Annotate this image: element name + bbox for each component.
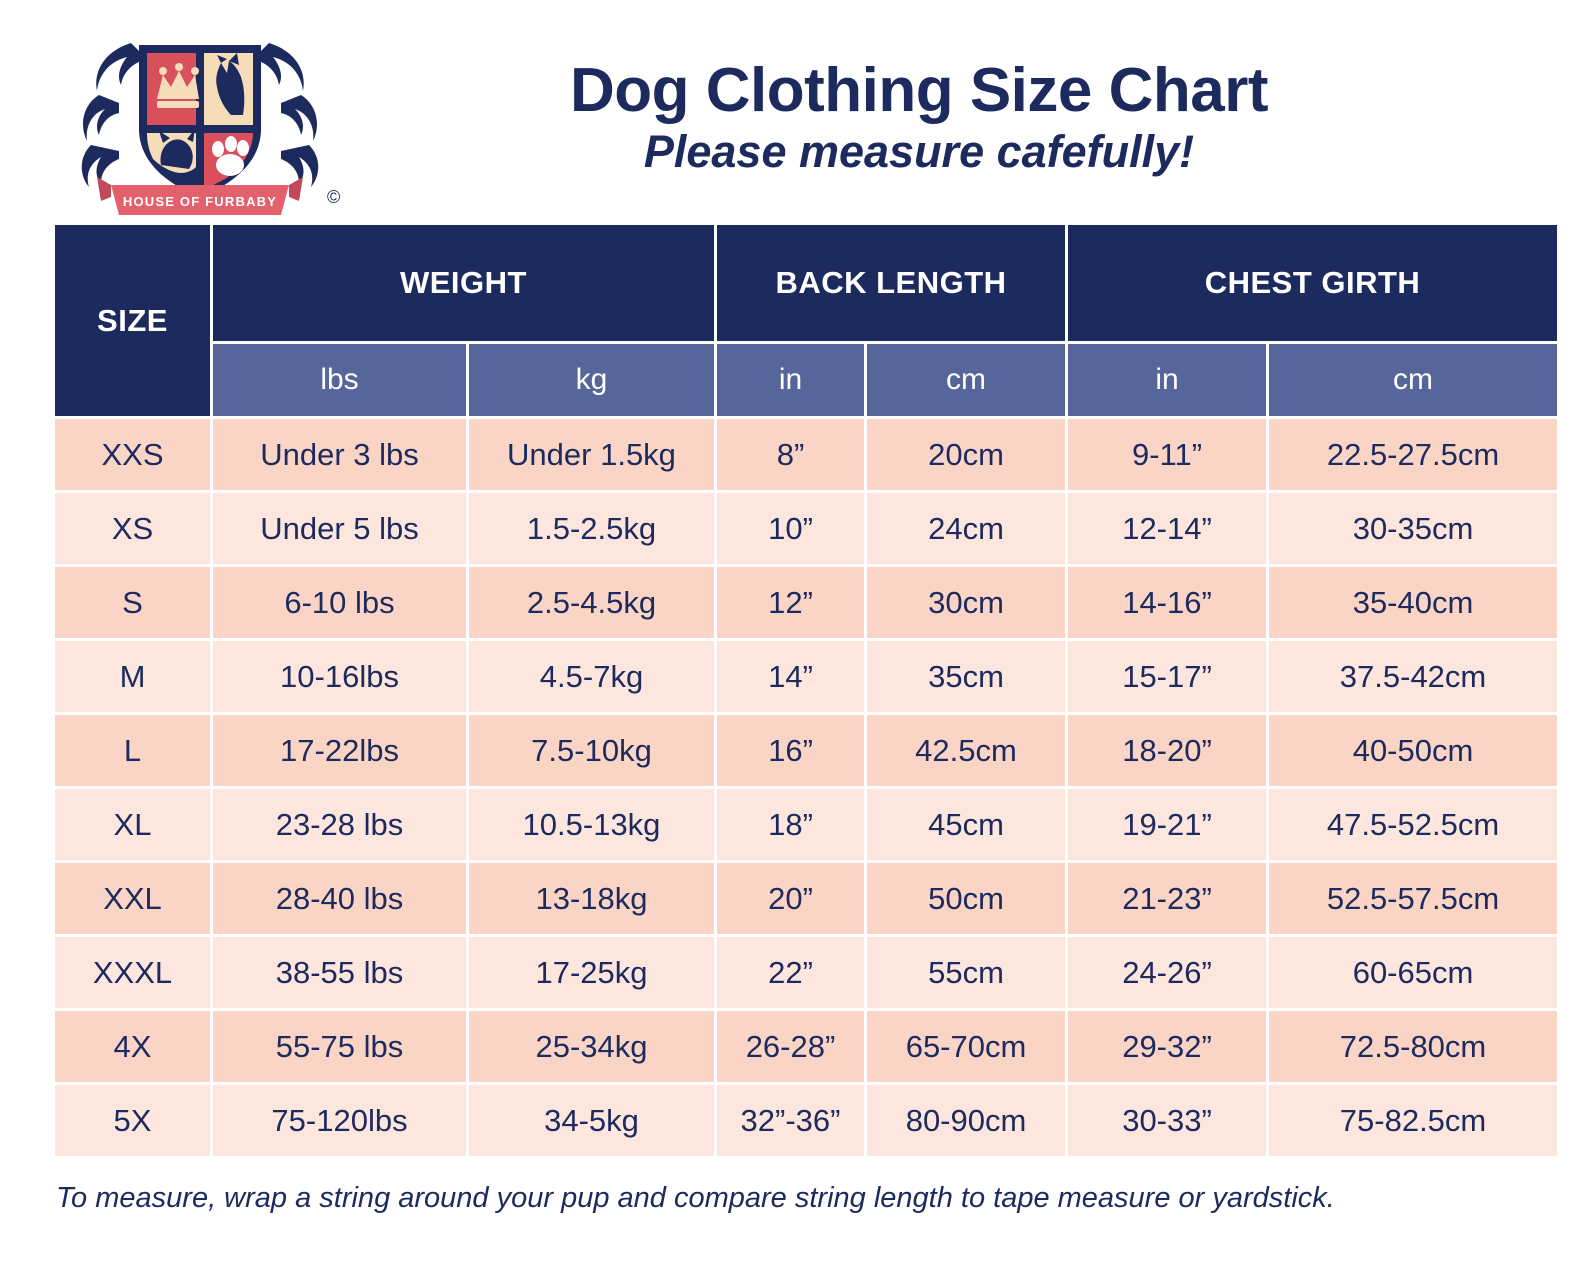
header-size: SIZE: [55, 225, 210, 416]
cell-chest-in: 14-16”: [1068, 567, 1266, 638]
cell-chest-in: 21-23”: [1068, 863, 1266, 934]
page-title: Dog Clothing Size Chart: [569, 55, 1269, 125]
header-chest-girth: CHEST GIRTH: [1068, 225, 1557, 341]
cell-weight-kg: 7.5-10kg: [469, 715, 714, 786]
cell-back-cm: 55cm: [867, 937, 1065, 1008]
table-row: [55, 419, 1557, 490]
header-weight-lbs: lbs: [213, 344, 466, 416]
cell-weight-lbs: Under 3 lbs: [213, 419, 466, 490]
header-back-length: BACK LENGTH: [717, 225, 1065, 341]
cell-size: XS: [55, 493, 210, 564]
cell-back-cm: 50cm: [867, 863, 1065, 934]
cell-back-cm: 80-90cm: [867, 1085, 1065, 1156]
size-chart-table: [52, 222, 1560, 1159]
cell-chest-in: 18-20”: [1068, 715, 1266, 786]
cell-weight-kg: 2.5-4.5kg: [469, 567, 714, 638]
house-of-furbaby-crest-icon: [35, 17, 365, 217]
logo-container: [0, 17, 400, 217]
table-row: [55, 1085, 1557, 1156]
cell-back-in: 16”: [717, 715, 864, 786]
cell-back-cm: 42.5cm: [867, 715, 1065, 786]
cell-weight-kg: 34-5kg: [469, 1085, 714, 1156]
header-back-in: in: [717, 344, 864, 416]
header-chest-in: in: [1068, 344, 1266, 416]
page-subtitle: Please measure cafefully!: [643, 125, 1195, 177]
cell-back-in: 14”: [717, 641, 864, 712]
table-header-unit-row: [55, 344, 1557, 416]
cell-chest-cm: 47.5-52.5cm: [1269, 789, 1557, 860]
table-row: [55, 1011, 1557, 1082]
cell-back-in: 12”: [717, 567, 864, 638]
table-row: [55, 789, 1557, 860]
header-weight: WEIGHT: [213, 225, 714, 341]
cell-back-cm: 20cm: [867, 419, 1065, 490]
cell-weight-lbs: 38-55 lbs: [213, 937, 466, 1008]
cell-back-in: 32”-36”: [717, 1085, 864, 1156]
cell-size: 4X: [55, 1011, 210, 1082]
cell-chest-cm: 72.5-80cm: [1269, 1011, 1557, 1082]
table-row: [55, 567, 1557, 638]
title-block: [400, 55, 1588, 177]
cell-size: S: [55, 567, 210, 638]
cell-back-cm: 45cm: [867, 789, 1065, 860]
cell-weight-kg: 13-18kg: [469, 863, 714, 934]
cell-back-in: 22”: [717, 937, 864, 1008]
cell-chest-in: 24-26”: [1068, 937, 1266, 1008]
cell-chest-cm: 75-82.5cm: [1269, 1085, 1557, 1156]
cell-weight-lbs: 55-75 lbs: [213, 1011, 466, 1082]
table-header-group-row: [55, 225, 1557, 341]
cell-back-cm: 30cm: [867, 567, 1065, 638]
cell-weight-lbs: 10-16lbs: [213, 641, 466, 712]
cell-chest-cm: 60-65cm: [1269, 937, 1557, 1008]
cell-weight-lbs: Under 5 lbs: [213, 493, 466, 564]
cell-size: XXL: [55, 863, 210, 934]
cell-chest-in: 9-11”: [1068, 419, 1266, 490]
table-row: [55, 863, 1557, 934]
cell-back-cm: 24cm: [867, 493, 1065, 564]
cell-weight-kg: 1.5-2.5kg: [469, 493, 714, 564]
cell-weight-lbs: 23-28 lbs: [213, 789, 466, 860]
cell-chest-cm: 37.5-42cm: [1269, 641, 1557, 712]
cell-back-in: 20”: [717, 863, 864, 934]
crest-banner-text: HOUSE OF FURBABY: [122, 194, 278, 209]
header: [0, 0, 1588, 222]
cell-back-in: 8”: [717, 419, 864, 490]
cell-weight-lbs: 28-40 lbs: [213, 863, 466, 934]
cell-chest-cm: 35-40cm: [1269, 567, 1557, 638]
cell-chest-cm: 30-35cm: [1269, 493, 1557, 564]
cell-weight-kg: 10.5-13kg: [469, 789, 714, 860]
measure-instructions: To measure, wrap a string around your pup and compare string length to tape measure or yardstick.: [56, 1182, 1335, 1214]
cell-chest-in: 15-17”: [1068, 641, 1266, 712]
cell-weight-kg: 17-25kg: [469, 937, 714, 1008]
table-body: [55, 419, 1557, 1156]
header-chest-cm: cm: [1269, 344, 1557, 416]
cell-size: 5X: [55, 1085, 210, 1156]
cell-back-in: 26-28”: [717, 1011, 864, 1082]
table-row: [55, 493, 1557, 564]
cell-size: XL: [55, 789, 210, 860]
cell-chest-cm: 40-50cm: [1269, 715, 1557, 786]
cell-weight-lbs: 75-120lbs: [213, 1085, 466, 1156]
cell-chest-cm: 52.5-57.5cm: [1269, 863, 1557, 934]
cell-chest-in: 19-21”: [1068, 789, 1266, 860]
cell-weight-lbs: 6-10 lbs: [213, 567, 466, 638]
table-container: [0, 222, 1588, 1159]
cell-size: XXXL: [55, 937, 210, 1008]
copyright-mark: ©: [327, 187, 341, 207]
table-row: [55, 641, 1557, 712]
header-weight-kg: kg: [469, 344, 714, 416]
cell-back-cm: 65-70cm: [867, 1011, 1065, 1082]
cell-weight-lbs: 17-22lbs: [213, 715, 466, 786]
cell-weight-kg: 4.5-7kg: [469, 641, 714, 712]
cell-back-in: 18”: [717, 789, 864, 860]
cell-chest-in: 12-14”: [1068, 493, 1266, 564]
cell-back-cm: 35cm: [867, 641, 1065, 712]
cell-chest-cm: 22.5-27.5cm: [1269, 419, 1557, 490]
cell-chest-in: 29-32”: [1068, 1011, 1266, 1082]
cell-weight-kg: Under 1.5kg: [469, 419, 714, 490]
cell-back-in: 10”: [717, 493, 864, 564]
table-row: [55, 937, 1557, 1008]
cell-size: L: [55, 715, 210, 786]
cell-chest-in: 30-33”: [1068, 1085, 1266, 1156]
table-row: [55, 715, 1557, 786]
cell-weight-kg: 25-34kg: [469, 1011, 714, 1082]
cell-size: XXS: [55, 419, 210, 490]
header-back-cm: cm: [867, 344, 1065, 416]
cell-size: M: [55, 641, 210, 712]
